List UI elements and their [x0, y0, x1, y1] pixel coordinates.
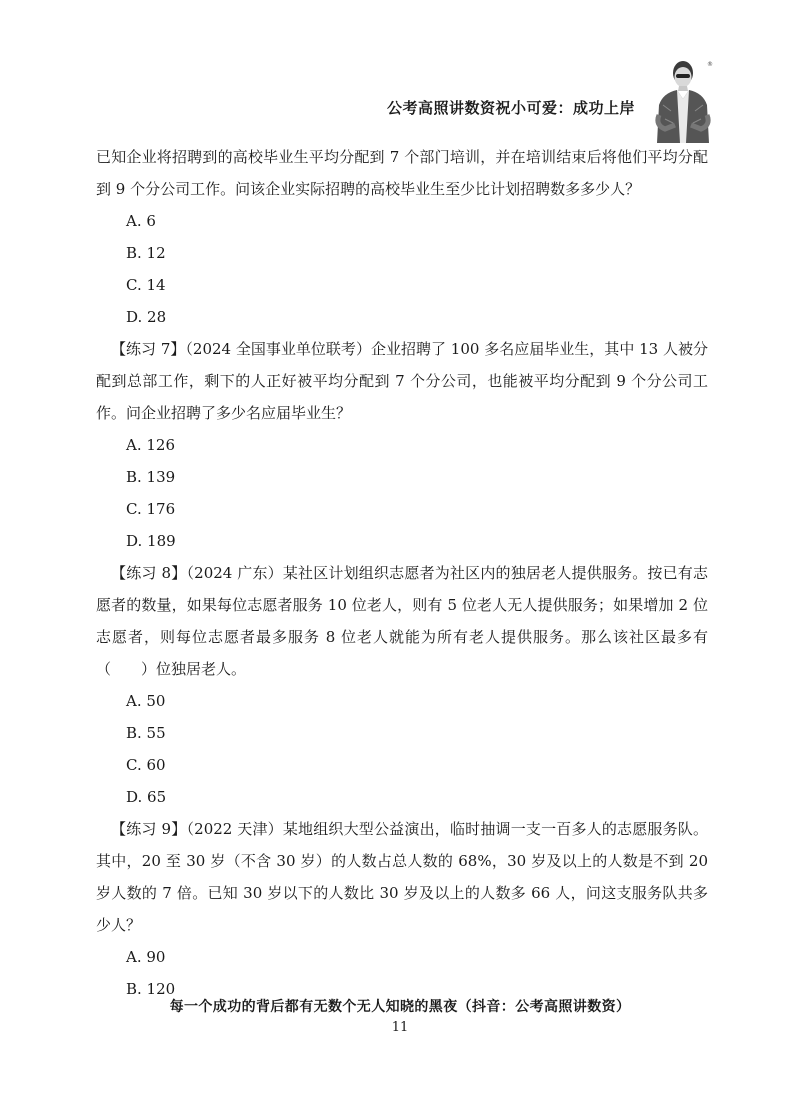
answer-option: C. 60 — [126, 756, 166, 774]
question-paragraph: 已知企业将招聘到的高校毕业生平均分配到 7 个部门培训，并在培训结束后将他们平均分配到 9 个分公司工作。问该企业实际招聘的高校毕业生至少比计划招聘数多多少人？ — [96, 148, 708, 198]
answer-option: C. 14 — [126, 276, 166, 294]
answer-option: B. 120 — [126, 980, 176, 998]
author-photo — [651, 55, 715, 143]
answer-option: B. 55 — [126, 724, 166, 742]
page-header — [385, 55, 715, 145]
question-paragraph: 【练习 9】（2022 天津）某地组织大型公益演出，临时抽调一支一百多人的志愿服务队。其中，20 至 30 岁（不含 30 岁）的人数占总人数的 68%，30 岁及以上的人数是不到 20 岁人数的 7 倍。已知 30 岁以下的人数比 30 岁及以上的人数多 66 人，问这支服务队共多少人？ — [96, 820, 708, 934]
question-paragraph: 【练习 8】（2024 广东）某社区计划组织志愿者为社区内的独居老人提供服务。按已有志愿者的数量，如果每位志愿者服务 10 位老人，则有 5 位老人无人提供服务；如果增加 2 位志愿者，则每位志愿者最多服务 8 位老人就能为所有老人提供服务。那么该社区最多有（ ）位独居老人。 — [96, 564, 708, 678]
answer-option: C. 176 — [126, 500, 176, 518]
answer-option: D. 28 — [126, 308, 167, 326]
trademark-mark: ® — [707, 61, 713, 68]
question-paragraph: 【练习 7】（2024 全国事业单位联考）企业招聘了 100 多名应届毕业生，其中 13 人被分配到总部工作，剩下的人正好被平均分配到 7 个分公司，也能被平均分配到 9 个分公司工作。问企业招聘了多少名应届毕业生？ — [96, 340, 708, 422]
answer-option: D. 65 — [126, 788, 167, 806]
answer-option: A. 6 — [126, 212, 156, 230]
header-slogan: 公考高照讲数资祝小可爱：成功上岸 — [386, 99, 635, 117]
answer-option: A. 50 — [126, 692, 166, 710]
answer-option: D. 189 — [126, 532, 176, 550]
answer-option: B. 12 — [126, 244, 166, 262]
footer-slogan: 每一个成功的背后都有无数个无人知晓的黑夜（抖音：公考高照讲数资） — [169, 999, 631, 1015]
answer-option: A. 90 — [126, 948, 166, 966]
answer-option: A. 126 — [126, 436, 175, 454]
author-photo-image — [651, 55, 715, 143]
answer-option: B. 139 — [126, 468, 176, 486]
page-number: 11 — [391, 1020, 409, 1035]
question-content — [96, 141, 708, 1005]
